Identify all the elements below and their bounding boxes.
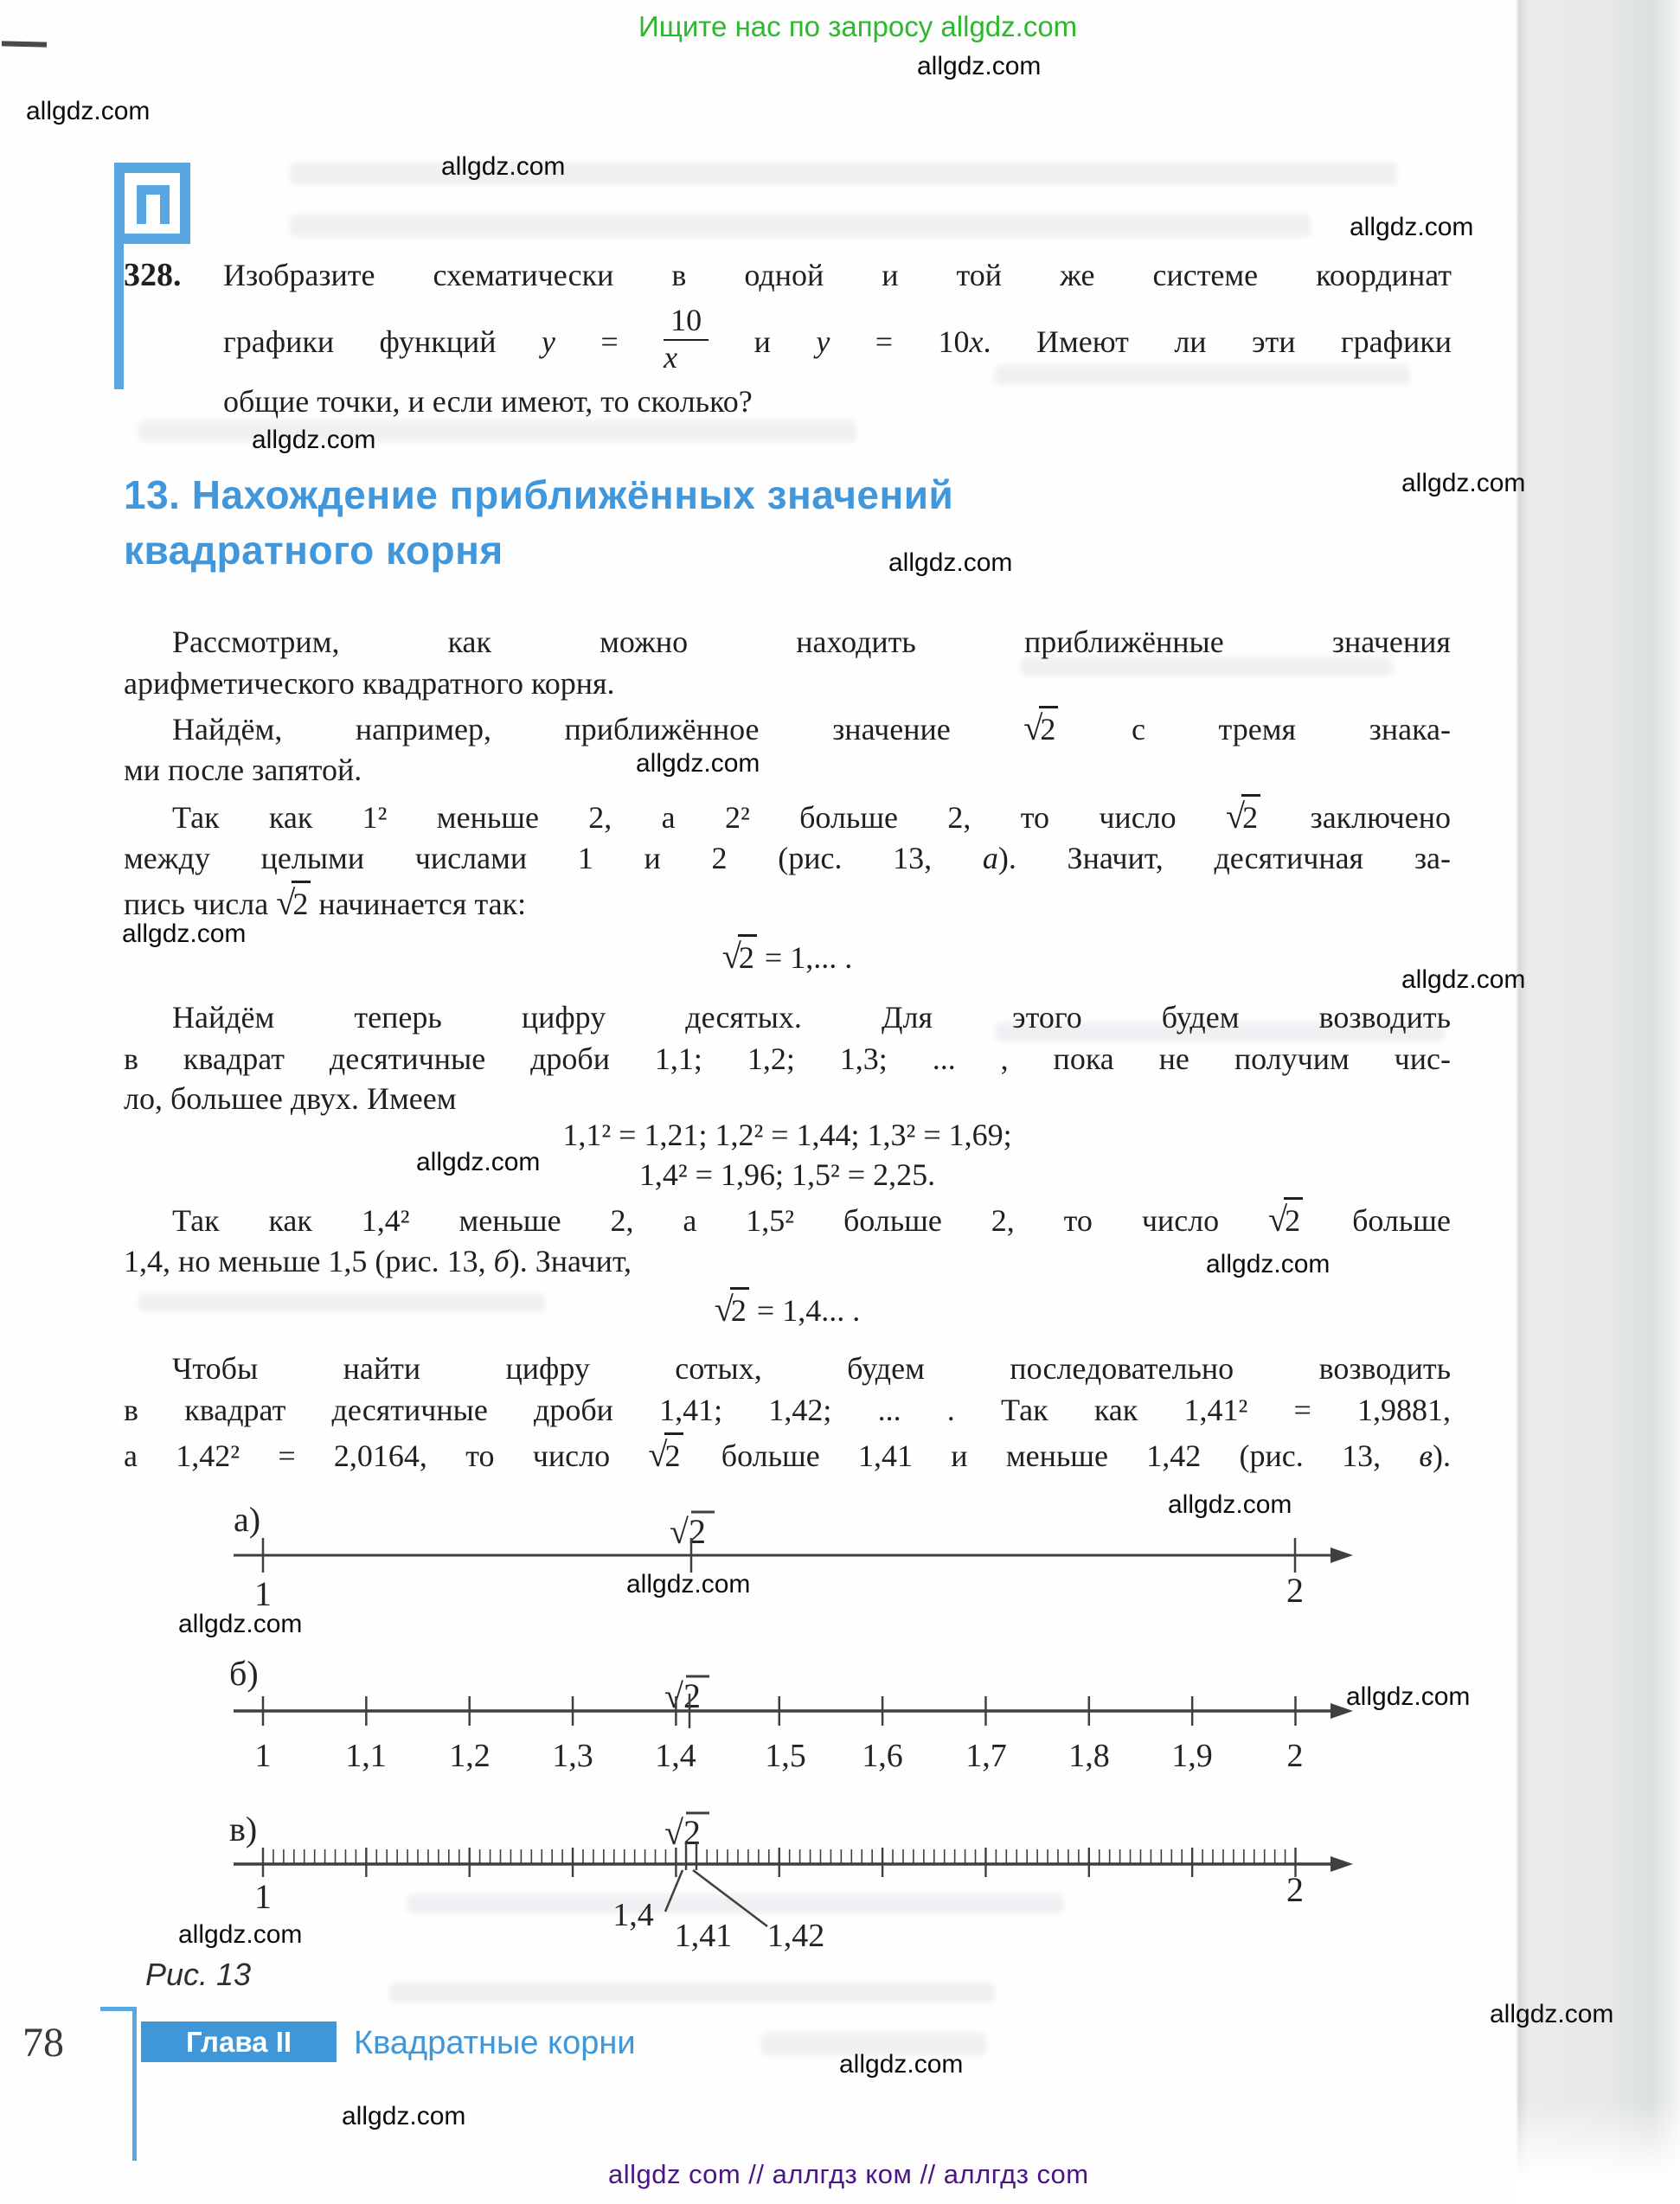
body-line: Так как 1² меньше 2, а 2² больше 2, то число √2 заключено: [124, 794, 1451, 838]
problem-line: Изобразите схематически в одной и той же системе координат: [223, 258, 1452, 292]
watermark: allgdz.com: [1168, 1490, 1292, 1519]
equation: √2 = 1,... .: [124, 934, 1451, 978]
problem-marker-icon: [114, 163, 190, 244]
svg-text:2: 2: [1286, 1738, 1304, 1774]
bleed-through: [138, 420, 856, 442]
page-edge-shadow: [1516, 0, 1680, 2180]
body-line: арифметического квадратного корня.: [124, 666, 615, 701]
body-line: 1,4, но меньше 1,5 (рис. 13, б). Значит,: [124, 1244, 632, 1278]
watermark: allgdz.com: [626, 1570, 751, 1599]
chapter-badge: Глава II: [141, 2021, 337, 2062]
watermark: allgdz.com: [122, 919, 247, 948]
svg-text:1,8: 1,8: [1068, 1738, 1110, 1774]
watermark: allgdz.com: [1401, 965, 1526, 994]
watermark: allgdz.com: [1490, 2000, 1614, 2028]
body-line: между целыми числами 1 и 2 (рис. 13, а). Значит, десятичная за-: [124, 841, 1452, 875]
svg-text:1: 1: [254, 1738, 272, 1774]
section-heading-line1: 13. Нахождение приближённых значений: [124, 472, 954, 517]
figure-caption: Рис. 13: [145, 1957, 252, 1992]
problem-number: 328.: [124, 257, 182, 293]
body-line: а 1,42² = 2,0164, то число √2 больше 1,41 и меньше 1,42 (рис. 13, в).: [124, 1432, 1451, 1477]
body-line: Найдём теперь цифру десятых. Для этого будем возводить: [172, 1000, 1451, 1035]
body-line: Чтобы найти цифру сотых, будем последовательно возводить: [172, 1351, 1451, 1386]
body-line: Найдём, например, приближённое значение √2 с тремя знака-: [124, 706, 1451, 750]
tick-label: 2: [1286, 1870, 1304, 1909]
svg-text:1,1: 1,1: [345, 1738, 387, 1774]
equation: √2 = 1,4... .: [124, 1287, 1451, 1331]
watermark: allgdz.com: [1401, 469, 1526, 497]
body-line: в квадрат десятичные дроби 1,41; 1,42; ... . Так как 1,41² = 1,9881,: [124, 1393, 1451, 1427]
problem-line: общие точки, и если имеют, то сколько?: [223, 384, 753, 419]
tick-labels-b: [255, 1738, 1304, 1774]
watermark: allgdz.com: [839, 2050, 964, 2079]
arrowhead-v: [1331, 1856, 1353, 1872]
watermark: allgdz.com: [917, 52, 1042, 80]
letter-p-icon: [137, 185, 170, 224]
tick-label: 1: [254, 1574, 272, 1613]
body-line: ло, большее двух. Имеем: [124, 1081, 457, 1116]
watermark: allgdz.com: [1346, 1682, 1471, 1711]
svg-text:1,9: 1,9: [1171, 1738, 1213, 1774]
sqrt2-label-a: √2: [670, 1512, 706, 1551]
watermark: allgdz.com: [342, 2102, 466, 2130]
section-heading: [124, 467, 1421, 578]
bottom-watermark-line: allgdz com // аллгдз ком // аллгдз com: [608, 2159, 1089, 2189]
equation: 1,4² = 1,96; 1,5² = 2,25.: [638, 1157, 936, 1192]
green-note: Ищите нас по запросу allgdz.com: [638, 10, 1078, 42]
svg-text:1,6: 1,6: [862, 1738, 903, 1774]
figure-13: [121, 1496, 1401, 1998]
footer-rule-vertical: [132, 2007, 137, 2161]
chapter-title: Квадратные корни: [354, 2025, 636, 2061]
axis-a-label: а): [234, 1500, 261, 1539]
footer-rule-horizontal: [100, 2007, 137, 2011]
label-1-41: 1,41: [674, 1918, 733, 1954]
body-line: Так как 1,4² меньше 2, а 1,5² больше 2, то число √2 больше: [124, 1197, 1451, 1241]
bleed-through: [290, 215, 1311, 237]
tick-label: 2: [1286, 1571, 1304, 1610]
equation: 1,1² = 1,21; 1,2² = 1,44; 1,3² = 1,69;: [562, 1118, 1012, 1152]
label-1-4: 1,4: [612, 1897, 654, 1933]
watermark: allgdz.com: [1206, 1250, 1331, 1278]
body-line: в квадрат десятичные дроби 1,1; 1,2; 1,3; ... , пока не получим чис-: [124, 1041, 1451, 1076]
arrowhead-a: [1331, 1547, 1353, 1563]
body-line: пись числа √2 начинается так:: [124, 881, 1451, 925]
svg-text:1,7: 1,7: [965, 1738, 1007, 1774]
body-line: ми после запятой.: [124, 753, 362, 787]
label-1-42: 1,42: [766, 1918, 825, 1954]
svg-text:1,5: 1,5: [765, 1738, 806, 1774]
page-edge-fade: [1516, 2102, 1680, 2204]
axis-v-label: в): [229, 1810, 258, 1848]
watermark: allgdz.com: [636, 749, 760, 778]
sqrt2-label-v: √2: [664, 1813, 701, 1852]
callout-line-141: [665, 1870, 683, 1912]
axis-b-label: б): [229, 1654, 259, 1693]
svg-text:1,3: 1,3: [552, 1738, 593, 1774]
svg-text:1,2: 1,2: [449, 1738, 491, 1774]
sqrt2-label-b: √2: [664, 1676, 701, 1715]
watermark: allgdz.com: [178, 1920, 303, 1949]
tick-label: 1: [254, 1877, 272, 1916]
watermark: allgdz.com: [26, 97, 151, 125]
svg-text:1,4: 1,4: [655, 1738, 696, 1774]
watermark: allgdz.com: [441, 152, 566, 181]
watermark: allgdz.com: [1350, 213, 1474, 241]
watermark: allgdz.com: [252, 426, 376, 454]
watermark: allgdz.com: [888, 548, 1013, 577]
section-heading-line2: квадратного корня: [124, 528, 503, 573]
scan-smudge: [2, 41, 47, 47]
page-number: 78: [22, 2020, 64, 2066]
watermark: allgdz.com: [416, 1148, 541, 1176]
problem-line: графики функций y = $\frac{10}{x}$ и y = 10x. Имеют ли эти графики: [223, 303, 1452, 375]
watermark: allgdz.com: [178, 1610, 303, 1638]
body-line: Рассмотрим, как можно находить приближённые значения: [172, 625, 1451, 659]
